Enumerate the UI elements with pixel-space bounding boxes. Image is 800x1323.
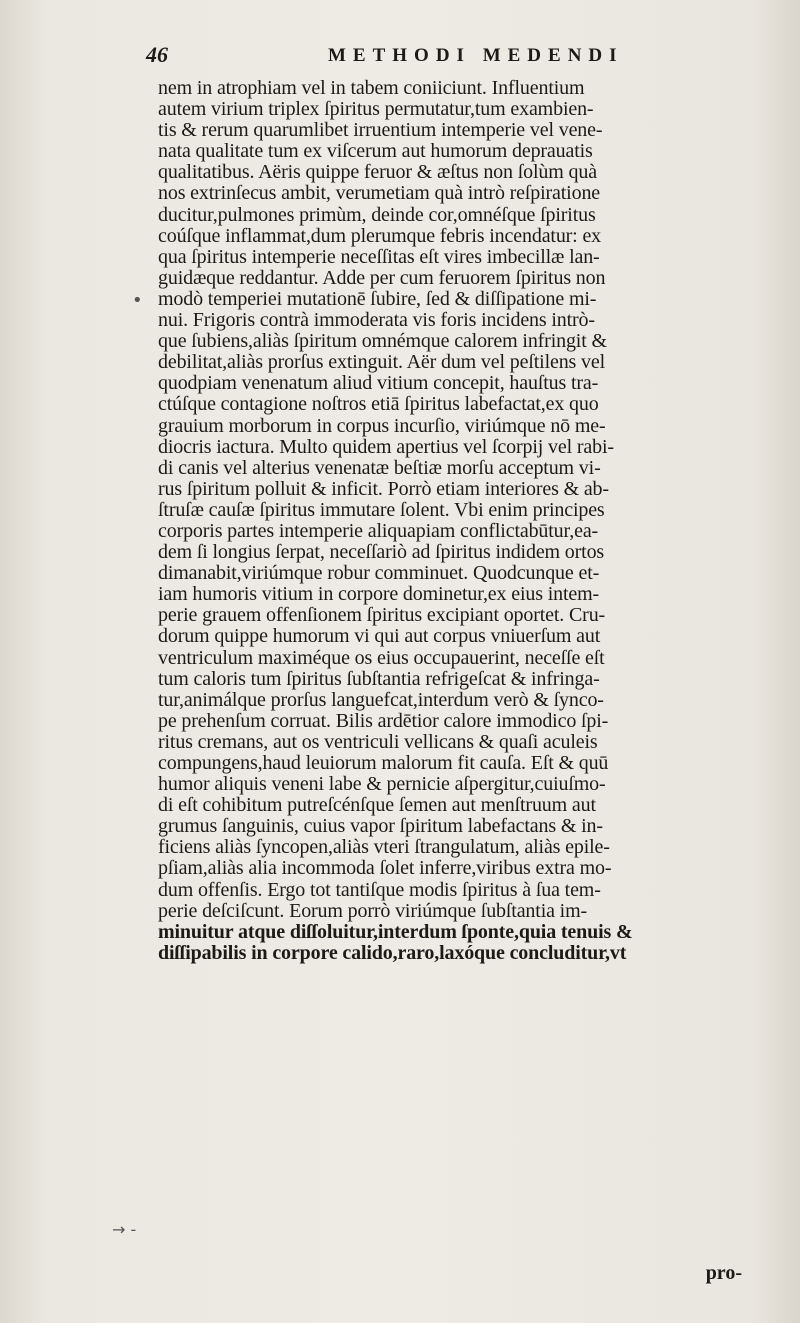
text-line: nui. Frigoris contrà immoderata vis foris incidens intrò- — [158, 310, 595, 332]
text-line: minuitur atque diſſoluitur,interdum ſponte,quia tenuis & — [158, 921, 633, 943]
text-line: compungens,haud leuiorum malorum fit cauſa. Eſt & quū — [158, 753, 609, 774]
text-line: perie deſciſcunt. Eorum porrò viriúmque ſubſtantia im- — [158, 900, 587, 922]
text-line: dum offenſis. Ergo tot tantiſque modis ſpiritus à ſua tem- — [158, 879, 601, 901]
text-line: coúſque inflammat,dum plerumque febris incendatur: ex — [158, 225, 602, 247]
text-line: nata qualitate tum ex viſcerum aut humorum deprauatis — [158, 141, 593, 163]
text-line: guidæque reddantur. Adde per cum feruorem ſpiritus non — [158, 267, 606, 289]
text-line: grauium morborum in corpus incurſio, viriúmque nō me- — [158, 415, 606, 437]
text-line: di eſt cohibitum putreſcénſque ſemen aut menſtruum aut — [158, 795, 596, 817]
text-line: perie grauem offenſionem ſpiritus excipiant oportet. Cru- — [158, 605, 606, 627]
text-line: modò temperiei mutationē ſubire, ſed & diſſipatione mi- — [158, 288, 597, 310]
text-line: qua ſpiritus intemperie neceſſitas eſt vires imbecillæ lan- — [158, 246, 600, 268]
text-line: ventriculum maximéque os eius occupauerint, neceſſe eſt — [158, 647, 605, 669]
text-line: tis & rerum quarumlibet irruentium intemperie vel vene- — [158, 120, 603, 142]
text-line: quodpiam venenatum aliud vitium concepit, hauſtus tra- — [158, 373, 599, 395]
text-body — [158, 78, 768, 964]
text-line: nos extrinſecus ambit, verumetiam quà intrò reſpiratione — [158, 183, 601, 205]
margin-arrow-mark: → - — [112, 1220, 137, 1239]
text-line: autem virium triplex ſpiritus permutatur,tum exambien- — [158, 99, 594, 121]
text-line: corporis partes intemperie aliquapiam conflictabūtur,ea- — [158, 520, 599, 542]
text-line: diſſipabilis in corpore calido,raro,laxóque concluditur,vt — [158, 942, 627, 964]
text-line: dorum quippe humorum vi qui aut corpus vniuerſum aut — [158, 626, 601, 648]
text-line: dimanabit,viriúmque robur comminuet. Quodcunque et- — [158, 563, 600, 585]
text-line: dem ſi longius ſerpat, neceſſariò ad ſpiritus indidem ortos — [158, 542, 605, 564]
text-line: qualitatibus. Aëris quippe feruor & æſtus non ſolùm quà — [158, 162, 597, 184]
text-line: rus ſpiritum polluit & inficit. Porrò etiam interiores & ab- — [158, 478, 609, 500]
text-line: humor aliquis veneni labe & pernicie aſpergitur,cuiuſmo- — [158, 774, 606, 796]
text-line: nem in atrophiam vel in tabem coniiciunt. Influentium — [158, 78, 585, 99]
page-number: 46 — [146, 42, 168, 67]
page-header — [146, 42, 700, 76]
text-line: ſtruſæ cauſæ ſpiritus immutare ſolent. Vbi enim principes — [158, 499, 605, 521]
text-line: pſiam,aliàs alia incommoda ſolet inferre,viribus extra mo- — [158, 858, 612, 880]
text-line: ducitur,pulmones primùm, deinde cor,omnéſque ſpiritus — [158, 204, 596, 226]
text-line: ritus cremans, aut os ventriculi vellicans & quaſi aculeis — [158, 731, 598, 753]
margin-dot: • — [132, 290, 143, 311]
text-line: que ſubiens,aliàs ſpiritum omnémque calorem infringit & — [158, 331, 607, 353]
text-line: debilitat,aliàs prorſus extinguit. Aër dum vel peſtilens vel — [158, 352, 606, 374]
text-line: diocris iactura. Multo quidem apertius vel ſcorpij vel rabi- — [158, 436, 614, 458]
text-line: grumus ſanguinis, cuius vapor ſpiritum labefactans & in- — [158, 816, 603, 838]
running-head: METHODI MEDENDI — [328, 45, 624, 66]
text-line: iam humoris vitium in corpore dominetur,ex eius intem- — [158, 584, 600, 606]
text-line: ctúſque contagione noſtros etiā ſpiritus labefactat,ex quo — [158, 394, 599, 416]
text-line: pe prehenſum corruat. Bilis ardētior calore immodico ſpi- — [158, 710, 609, 732]
text-line: ficiens aliàs ſyncopen,aliàs vteri ſtrangulatum, aliàs epile- — [158, 837, 610, 859]
text-line: tur,animálque prorſus languefcat,interdum verò & ſynco- — [158, 689, 604, 711]
text-line: di canis vel alterius venenatæ beſtiæ morſu acceptum vi- — [158, 457, 601, 479]
catchword: pro- — [705, 1262, 742, 1284]
text-line: tum caloris tum ſpiritus ſubſtantia refrigeſcat & infringa- — [158, 668, 600, 690]
